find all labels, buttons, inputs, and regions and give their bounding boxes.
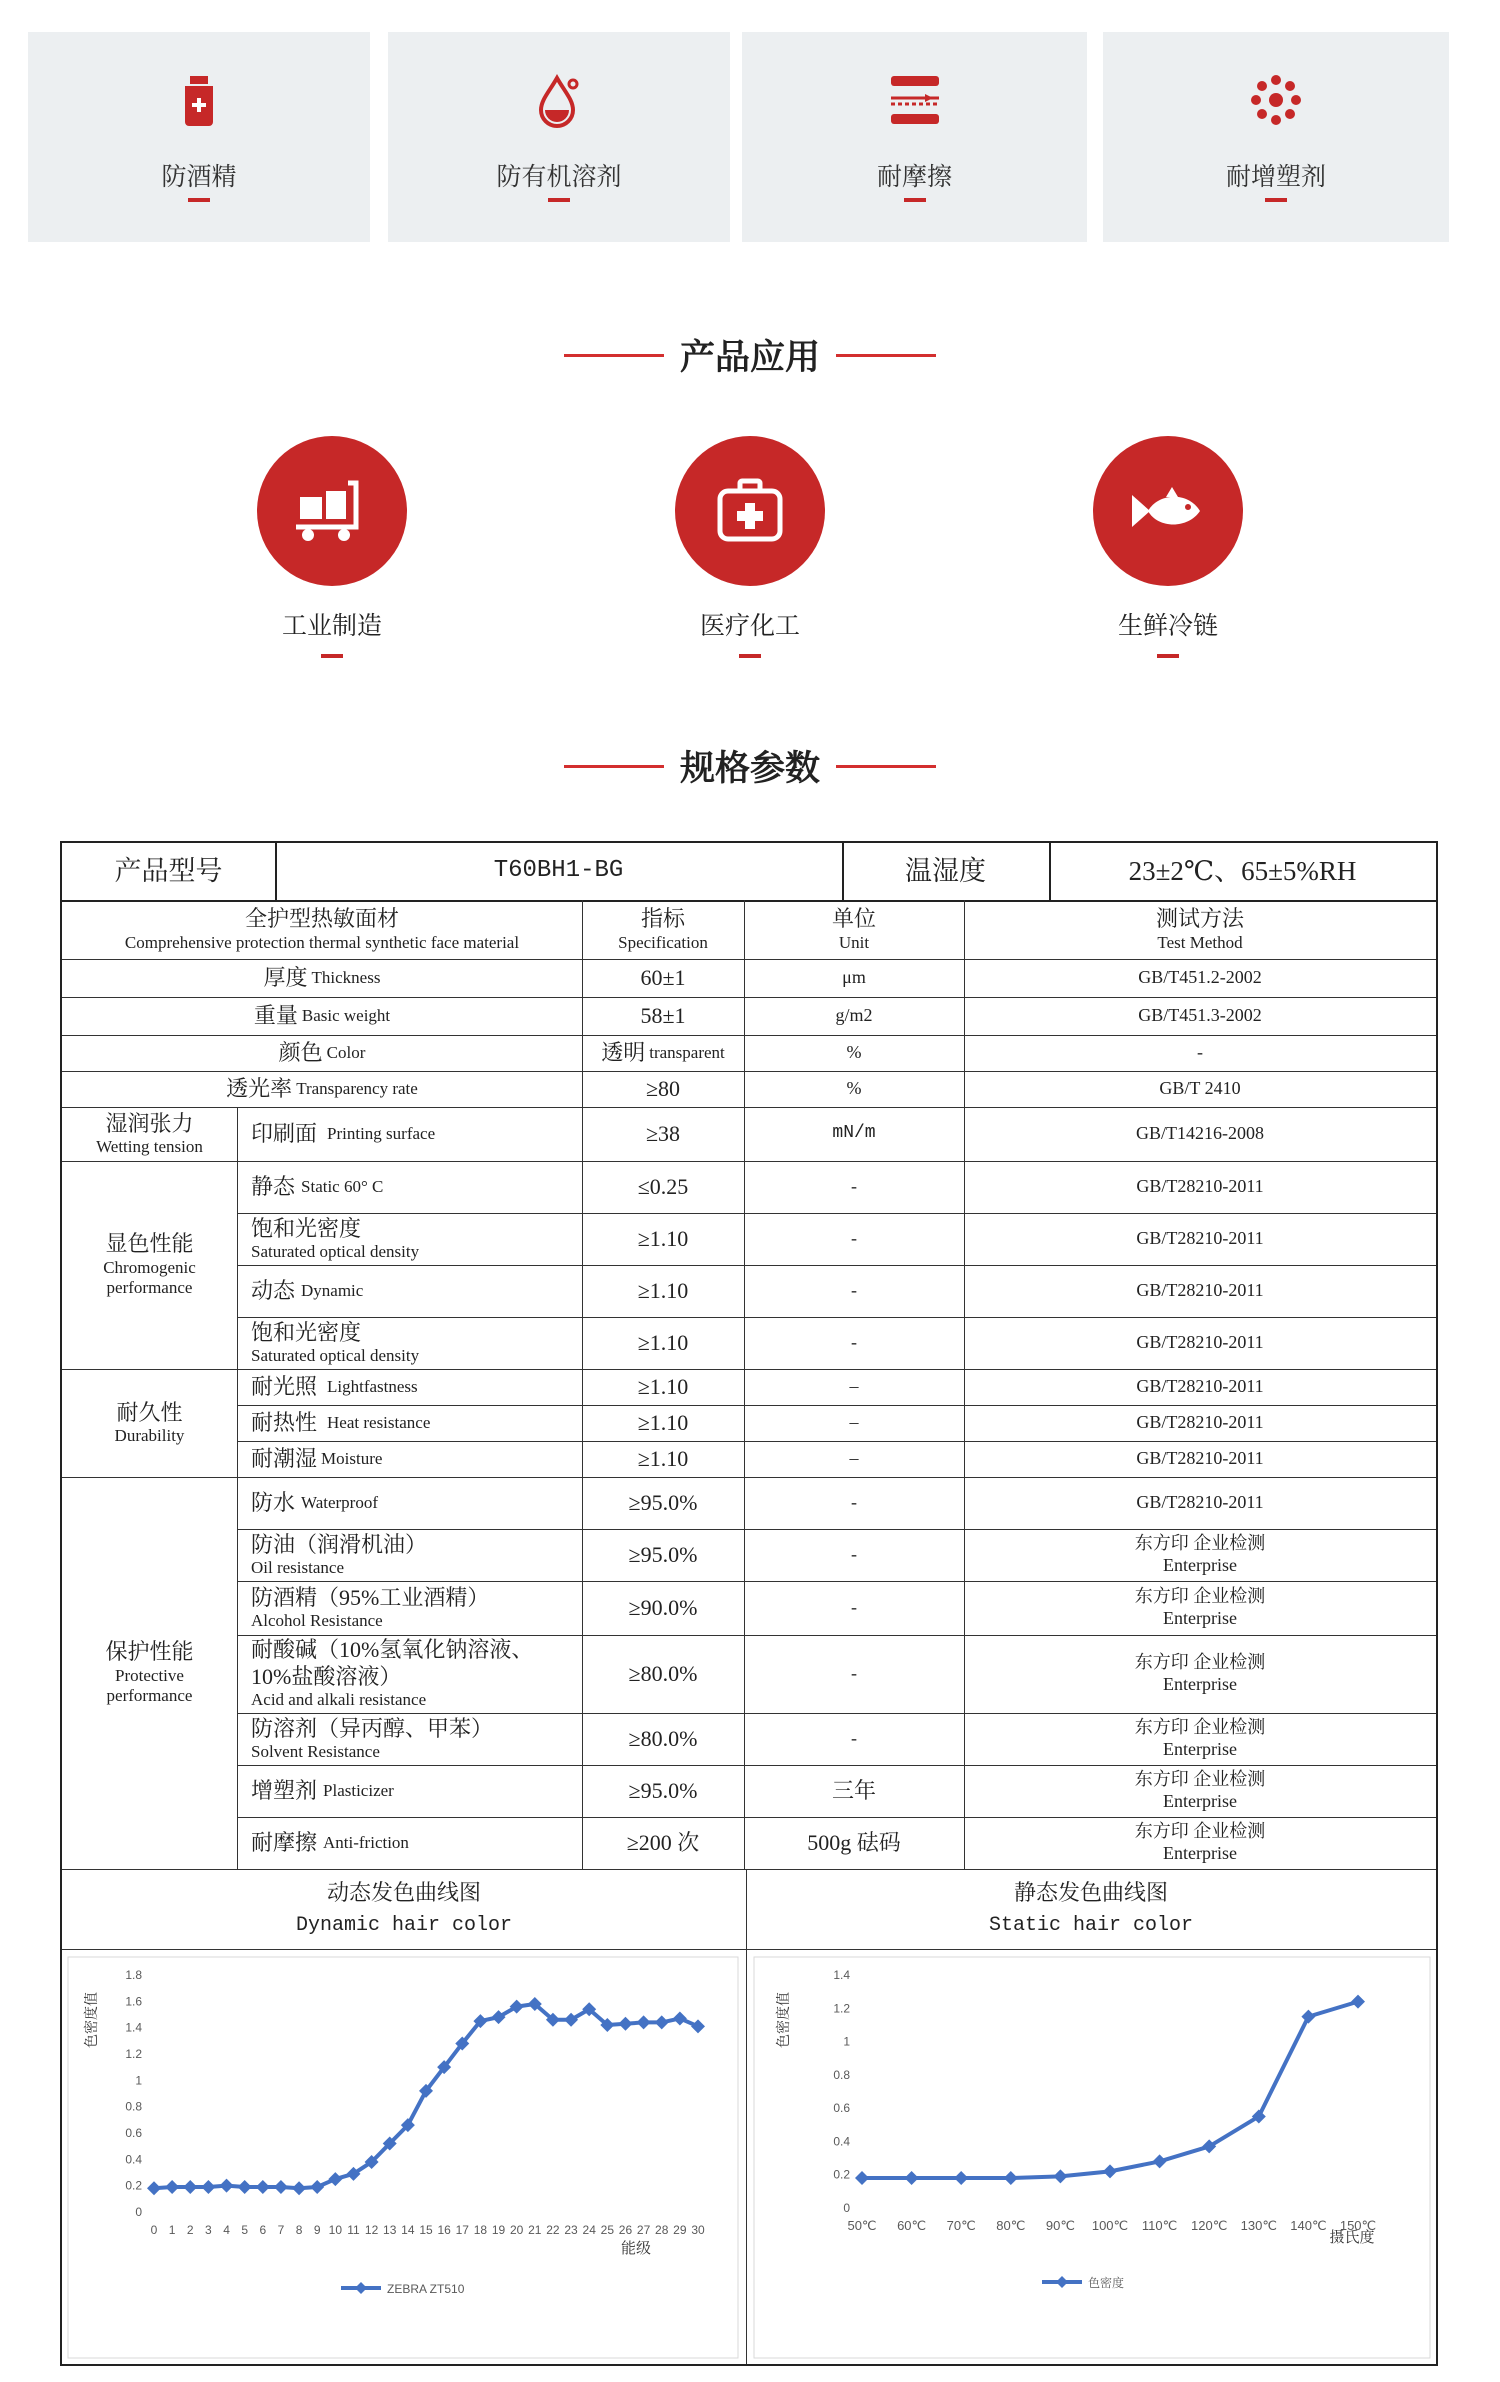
x-tick-label: 22 bbox=[546, 2223, 560, 2237]
title-line-right bbox=[836, 354, 936, 357]
specs-section-title bbox=[0, 741, 1500, 791]
legend-label: 色密度 bbox=[1088, 2276, 1125, 2290]
feature-underline bbox=[1265, 198, 1287, 202]
application-industrial bbox=[257, 436, 407, 658]
x-tick-label: 14 bbox=[401, 2223, 415, 2237]
row-anti-friction-spec: ≥200 次 bbox=[626, 1829, 700, 1855]
row-saturated-1-name: 饱和光密度 Saturated optical density bbox=[251, 1215, 420, 1261]
row-printing-surface-name: 印刷面 Printing surface bbox=[251, 1120, 436, 1146]
x-tick-label: 16 bbox=[437, 2223, 451, 2237]
x-tick-label: 2 bbox=[186, 2223, 194, 2237]
x-tick-label: 20 bbox=[509, 2223, 524, 2237]
row-thickness-method: GB/T451.2-2002 bbox=[1138, 967, 1262, 988]
group-chromogenic: 显色性能 Chromogenic performance bbox=[103, 1231, 196, 1298]
y-tick-label: 1 bbox=[135, 2073, 142, 2088]
application-medical bbox=[675, 436, 825, 658]
y-tick-label: 1.8 bbox=[125, 1968, 142, 1982]
row-dynamic-unit: - bbox=[851, 1280, 857, 1301]
row-weight-name: 重量 Basic weight bbox=[253, 1002, 391, 1028]
feature-label: 耐摩擦 bbox=[876, 163, 952, 191]
x-tick-label: 21 bbox=[528, 2223, 542, 2237]
row-waterproof-name: 防水 Waterproof bbox=[251, 1489, 378, 1515]
row-anti-friction-name: 耐摩擦 Anti-friction bbox=[251, 1829, 409, 1855]
row-color-method: - bbox=[1197, 1042, 1203, 1063]
row-acid-alkali-name: 耐酸碱（10%氢氧化钠溶液、10%盐酸溶液） Acid and alkali resistance bbox=[251, 1637, 534, 1710]
env-value: 23±2℃、65±5%RH bbox=[1128, 856, 1357, 887]
y-axis-label: 色密度值 bbox=[85, 1992, 100, 2048]
row-heat-method: GB/T28210-2011 bbox=[1136, 1412, 1264, 1433]
feature-card-alcohol bbox=[28, 32, 370, 242]
row-acid-alkali-unit: - bbox=[851, 1663, 857, 1684]
row-printing-surface-method: GB/T14216-2008 bbox=[1136, 1123, 1264, 1144]
application-underline bbox=[739, 654, 761, 658]
feature-card-solvent bbox=[388, 32, 730, 242]
row-solvent-method: 东方印 企业检测 Enterprise bbox=[1134, 1717, 1266, 1759]
feature-label: 耐增塑剂 bbox=[1225, 163, 1326, 191]
feature-card-plasticizer bbox=[1103, 32, 1449, 242]
row-saturated-2-spec: ≥1.10 bbox=[637, 1329, 689, 1355]
x-tick-label: 120℃ bbox=[1191, 2218, 1228, 2233]
row-static-name: 静态 Static 60° C bbox=[251, 1173, 384, 1199]
row-weight-unit: g/m2 bbox=[835, 1005, 873, 1026]
row-waterproof-spec: ≥95.0% bbox=[628, 1489, 698, 1515]
row-lightfastness-name: 耐光照 Lightfastness bbox=[251, 1373, 418, 1399]
x-tick-label: 3 bbox=[205, 2223, 212, 2237]
title-line-left bbox=[564, 765, 664, 768]
application-label: 医疗化工 bbox=[699, 612, 800, 640]
row-anti-friction-unit: 500g 砝码 bbox=[807, 1829, 901, 1855]
row-alcohol-method: 东方印 企业检测 Enterprise bbox=[1134, 1586, 1266, 1628]
row-static-unit: - bbox=[851, 1176, 857, 1197]
x-tick-label: 130℃ bbox=[1240, 2218, 1277, 2233]
row-color-spec: 透明 transparent bbox=[601, 1039, 725, 1065]
row-printing-surface-unit: mN/m bbox=[832, 1123, 876, 1144]
feature-underline bbox=[548, 198, 570, 202]
row-lightfastness-spec: ≥1.10 bbox=[637, 1373, 689, 1399]
x-tick-label: 5 bbox=[241, 2223, 249, 2237]
application-circle bbox=[1093, 436, 1243, 586]
row-saturated-1-unit: - bbox=[851, 1228, 857, 1249]
y-axis-label: 色密度值 bbox=[777, 1992, 792, 2048]
application-underline bbox=[321, 654, 343, 658]
column-unit: 单位 Unit bbox=[831, 906, 876, 952]
row-oil-unit: - bbox=[851, 1544, 857, 1565]
x-tick-label: 12 bbox=[364, 2223, 379, 2237]
title-line-left bbox=[564, 354, 664, 357]
applications-title: 产品应用 bbox=[679, 338, 820, 377]
row-oil-method: 东方印 企业检测 Enterprise bbox=[1134, 1533, 1266, 1575]
row-alcohol-unit: - bbox=[851, 1597, 857, 1618]
title-line-right bbox=[836, 765, 936, 768]
applications-section-title bbox=[0, 330, 1500, 380]
static-color-chart bbox=[752, 1955, 1432, 2360]
row-anti-friction-method: 东方印 企业检测 Enterprise bbox=[1134, 1821, 1266, 1863]
specs-title: 规格参数 bbox=[679, 749, 820, 788]
row-printing-surface-spec: ≥38 bbox=[645, 1120, 681, 1146]
x-tick-label: 23 bbox=[564, 2223, 578, 2237]
y-tick-label: 0.4 bbox=[833, 2134, 850, 2149]
droplet-icon bbox=[529, 70, 589, 130]
x-tick-label: 13 bbox=[383, 2223, 397, 2237]
feature-underline bbox=[904, 198, 926, 202]
env-label: 温湿度 bbox=[905, 856, 986, 887]
x-tick-label: 110℃ bbox=[1141, 2218, 1178, 2233]
row-thickness-name: 厚度 Thickness bbox=[263, 964, 381, 990]
y-tick-label: 1.4 bbox=[833, 1968, 850, 1982]
row-alcohol-name: 防酒精（95%工业酒精） Alcohol Resistance bbox=[251, 1584, 490, 1630]
model-value: T60BH1-BG bbox=[493, 857, 624, 885]
row-transparency-spec: ≥80 bbox=[645, 1075, 681, 1101]
static-chart-header: 静态发色曲线图 Static hair color bbox=[988, 1879, 1194, 1938]
x-tick-label: 28 bbox=[655, 2223, 669, 2237]
row-moisture-name: 耐潮湿 Moisture bbox=[251, 1445, 383, 1471]
feature-label: 防有机溶剂 bbox=[496, 163, 622, 191]
y-tick-label: 0.2 bbox=[125, 2178, 142, 2193]
y-tick-label: 0.8 bbox=[125, 2099, 142, 2114]
cart-icon bbox=[292, 471, 372, 551]
row-heat-name: 耐热性 Heat resistance bbox=[251, 1409, 431, 1435]
x-tick-label: 70℃ bbox=[946, 2218, 976, 2233]
rollers-icon bbox=[885, 70, 945, 130]
row-thickness-unit: μm bbox=[842, 967, 866, 988]
row-oil-spec: ≥95.0% bbox=[628, 1541, 698, 1567]
column-spec: 指标 Specification bbox=[618, 906, 708, 952]
y-tick-label: 0.8 bbox=[833, 2067, 850, 2082]
x-tick-label: 4 bbox=[223, 2223, 230, 2237]
y-tick-label: 1.6 bbox=[125, 1994, 142, 2009]
row-moisture-unit: – bbox=[849, 1448, 859, 1469]
x-tick-label: 27 bbox=[636, 2223, 651, 2237]
row-color-unit: % bbox=[846, 1042, 862, 1063]
y-tick-label: 1 bbox=[843, 2034, 850, 2049]
legend-label: ZEBRA ZT510 bbox=[387, 2282, 465, 2296]
column-material: 全护型热敏面材 Comprehensive protection thermal synthetic face material bbox=[124, 906, 520, 952]
row-waterproof-method: GB/T28210-2011 bbox=[1136, 1492, 1264, 1513]
group-protective: 保护性能 Protective performance bbox=[105, 1639, 194, 1706]
y-tick-label: 1.2 bbox=[833, 2001, 850, 2016]
row-moisture-method: GB/T28210-2011 bbox=[1136, 1448, 1264, 1469]
application-cold-chain bbox=[1093, 436, 1243, 658]
y-tick-label: 0.2 bbox=[833, 2167, 850, 2182]
y-tick-label: 0.4 bbox=[125, 2152, 142, 2167]
row-plasticizer-unit: 三年 bbox=[831, 1777, 876, 1803]
x-tick-label: 26 bbox=[618, 2223, 633, 2237]
x-tick-label: 10 bbox=[328, 2223, 343, 2237]
row-solvent-unit: - bbox=[851, 1728, 857, 1749]
row-transparency-unit: % bbox=[846, 1078, 862, 1099]
row-acid-alkali-spec: ≥80.0% bbox=[628, 1660, 698, 1686]
x-tick-label: 30 bbox=[691, 2223, 705, 2237]
application-circle bbox=[257, 436, 407, 586]
row-plasticizer-method: 东方印 企业检测 Enterprise bbox=[1134, 1769, 1266, 1811]
row-acid-alkali-method: 东方印 企业检测 Enterprise bbox=[1134, 1652, 1266, 1694]
feature-cards bbox=[28, 32, 1472, 242]
row-lightfastness-method: GB/T28210-2011 bbox=[1136, 1376, 1264, 1397]
row-transparency-method: GB/T 2410 bbox=[1159, 1078, 1241, 1099]
row-solvent-name: 防溶剂（异丙醇、甲苯） Solvent Resistance bbox=[251, 1715, 494, 1761]
row-static-method: GB/T28210-2011 bbox=[1136, 1176, 1264, 1197]
x-tick-label: 0 bbox=[150, 2223, 158, 2237]
row-saturated-2-name: 饱和光密度 Saturated optical density bbox=[251, 1319, 420, 1365]
x-axis-label: 能级 bbox=[620, 2241, 652, 2257]
bottle-icon bbox=[169, 70, 229, 130]
x-tick-label: 60℃ bbox=[897, 2218, 927, 2233]
y-tick-label: 0.6 bbox=[125, 2126, 142, 2140]
model-label: 产品型号 bbox=[114, 856, 223, 887]
x-tick-label: 7 bbox=[277, 2223, 285, 2237]
x-tick-label: 150℃ bbox=[1339, 2218, 1377, 2233]
row-dynamic-spec: ≥1.10 bbox=[637, 1277, 689, 1303]
dynamic-chart-header: 动态发色曲线图 Dynamic hair color bbox=[295, 1879, 513, 1938]
application-circle bbox=[675, 436, 825, 586]
application-label: 工业制造 bbox=[281, 612, 382, 640]
x-tick-label: 24 bbox=[582, 2223, 596, 2237]
x-tick-label: 100℃ bbox=[1091, 2218, 1129, 2233]
y-tick-label: 0 bbox=[135, 2205, 142, 2219]
row-solvent-spec: ≥80.0% bbox=[628, 1725, 698, 1751]
chart-frame bbox=[68, 1957, 738, 2358]
dynamic-color-chart bbox=[66, 1955, 740, 2360]
x-tick-label: 29 bbox=[673, 2223, 687, 2237]
feature-card-friction bbox=[742, 32, 1087, 242]
x-tick-label: 9 bbox=[313, 2223, 321, 2237]
chart-frame bbox=[754, 1957, 1430, 2358]
row-thickness-spec: 60±1 bbox=[640, 964, 686, 990]
medical-kit-icon bbox=[710, 471, 790, 551]
row-waterproof-unit: - bbox=[851, 1492, 857, 1513]
x-tick-label: 8 bbox=[295, 2223, 303, 2237]
row-color-name: 颜色 Color bbox=[278, 1039, 366, 1065]
x-tick-label: 17 bbox=[455, 2223, 469, 2237]
x-tick-label: 19 bbox=[491, 2223, 506, 2237]
row-weight-method: GB/T451.3-2002 bbox=[1138, 1005, 1262, 1026]
x-tick-label: 6 bbox=[259, 2223, 267, 2237]
x-tick-label: 140℃ bbox=[1290, 2218, 1327, 2233]
spec-table bbox=[60, 841, 1438, 2366]
y-tick-label: 0.6 bbox=[833, 2101, 850, 2116]
flower-icon bbox=[1246, 70, 1306, 130]
x-tick-label: 15 bbox=[419, 2223, 433, 2237]
row-weight-spec: 58±1 bbox=[640, 1002, 686, 1028]
column-method: 测试方法 Test Method bbox=[1155, 906, 1244, 952]
row-saturated-2-method: GB/T28210-2011 bbox=[1136, 1332, 1264, 1353]
fish-icon bbox=[1128, 471, 1208, 551]
x-axis-label: 摄氏度 bbox=[1329, 2230, 1375, 2246]
x-tick-label: 25 bbox=[600, 2223, 615, 2237]
row-saturated-2-unit: - bbox=[851, 1332, 857, 1353]
row-plasticizer-spec: ≥95.0% bbox=[628, 1777, 698, 1803]
row-plasticizer-name: 增塑剂 Plasticizer bbox=[251, 1777, 394, 1803]
application-label: 生鲜冷链 bbox=[1117, 612, 1218, 640]
x-tick-label: 50℃ bbox=[847, 2218, 877, 2233]
feature-underline bbox=[188, 198, 210, 202]
row-moisture-spec: ≥1.10 bbox=[637, 1445, 689, 1471]
row-lightfastness-unit: – bbox=[849, 1376, 859, 1397]
row-oil-name: 防油（润滑机油） Oil resistance bbox=[251, 1531, 428, 1577]
row-transparency-name: 透光率 Transparency rate bbox=[226, 1075, 418, 1101]
group-durability: 耐久性 Durability bbox=[114, 1399, 185, 1445]
y-tick-label: 0 bbox=[843, 2201, 850, 2215]
row-saturated-1-method: GB/T28210-2011 bbox=[1136, 1228, 1264, 1249]
x-tick-label: 11 bbox=[347, 2223, 360, 2237]
y-tick-label: 1.2 bbox=[125, 2047, 142, 2061]
row-dynamic-method: GB/T28210-2011 bbox=[1136, 1280, 1264, 1301]
group-wetting: 湿润张力 Wetting tension bbox=[96, 1110, 203, 1156]
row-dynamic-name: 动态 Dynamic bbox=[251, 1277, 364, 1303]
row-alcohol-spec: ≥90.0% bbox=[628, 1594, 698, 1620]
row-static-spec: ≤0.25 bbox=[637, 1173, 689, 1199]
row-saturated-1-spec: ≥1.10 bbox=[637, 1225, 689, 1251]
x-tick-label: 18 bbox=[473, 2223, 488, 2237]
row-heat-spec: ≥1.10 bbox=[637, 1409, 689, 1435]
y-tick-label: 1.4 bbox=[125, 2020, 142, 2035]
x-tick-label: 80℃ bbox=[996, 2218, 1026, 2233]
row-heat-unit: – bbox=[849, 1412, 859, 1433]
x-tick-label: 1 bbox=[168, 2223, 176, 2237]
application-underline bbox=[1157, 654, 1179, 658]
x-tick-label: 90℃ bbox=[1045, 2218, 1075, 2233]
feature-label: 防酒精 bbox=[161, 163, 237, 191]
